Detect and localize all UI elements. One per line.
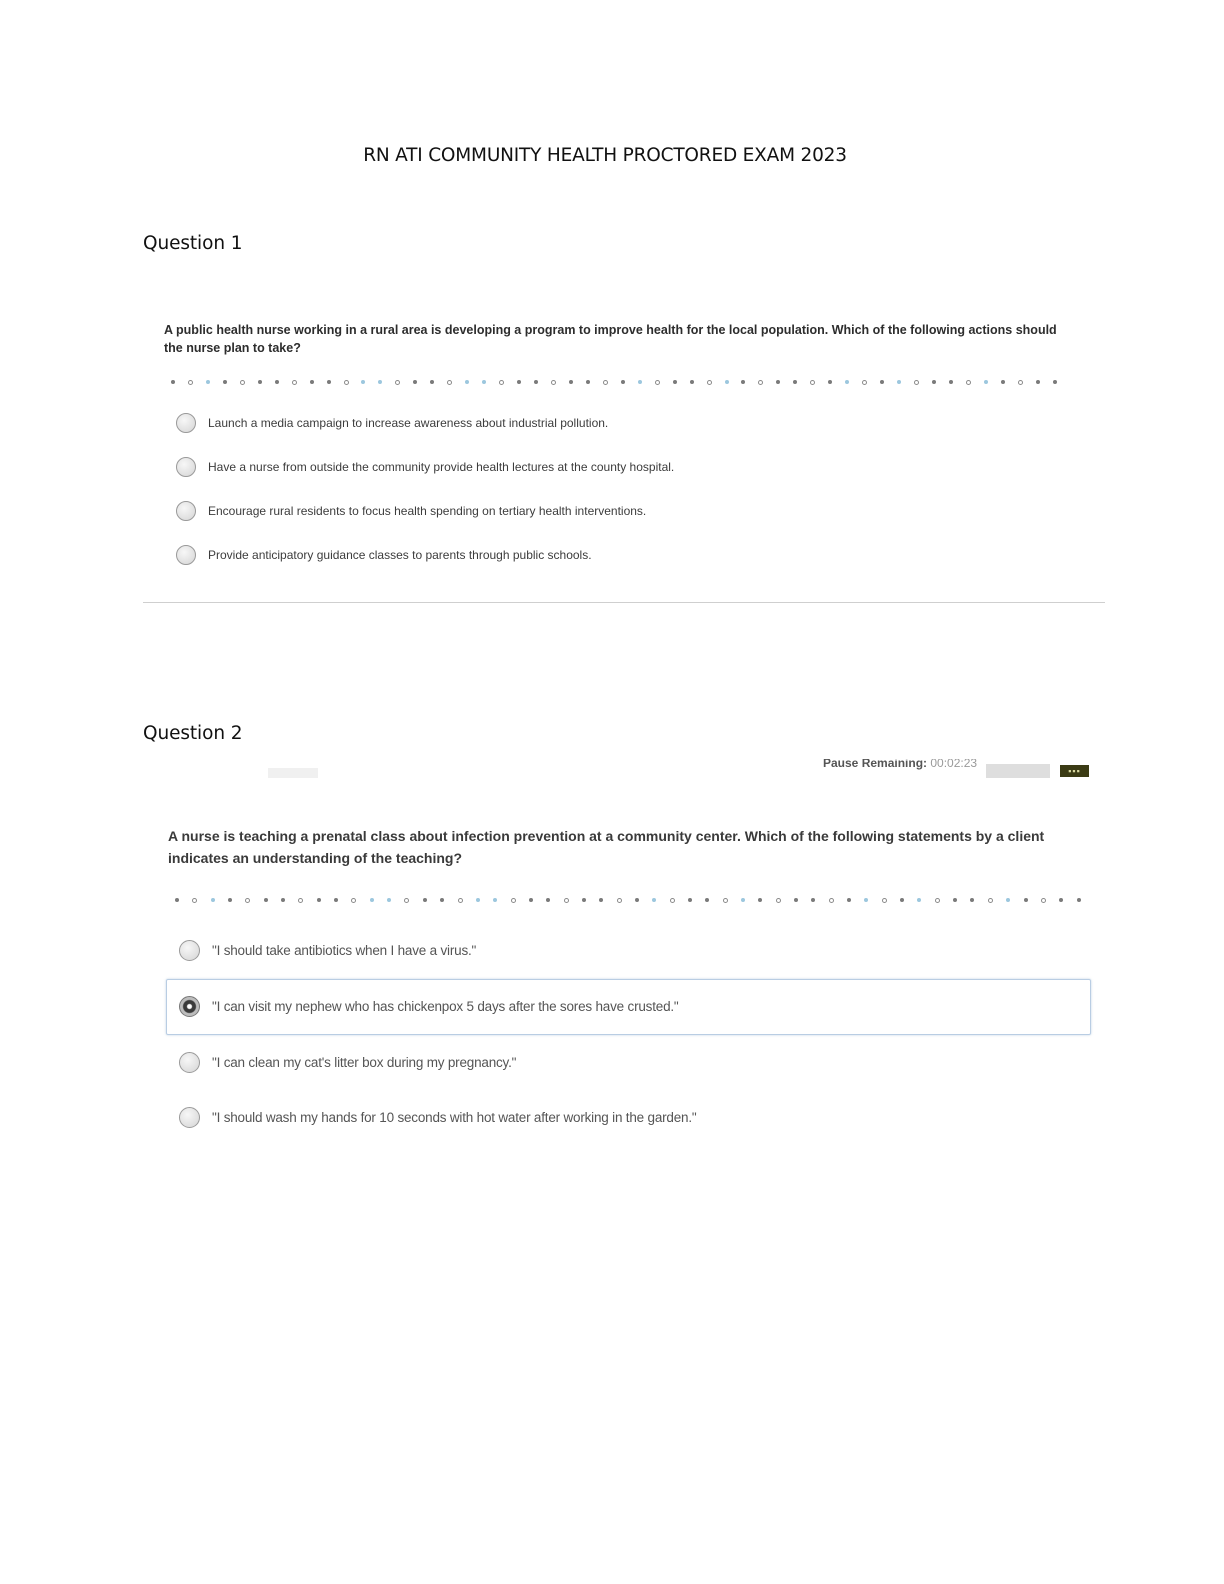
- progress-dot[interactable]: [529, 898, 533, 902]
- progress-dot[interactable]: [758, 898, 762, 902]
- progress-dot[interactable]: [758, 380, 763, 385]
- question-2-stem: A nurse is teaching a prenatal class about infection prevention at a community center. Which of the following statements by a client indicates an understanding of the teaching?: [168, 828, 1045, 866]
- option-text: "I should take antibiotics when I have a virus.": [212, 943, 477, 958]
- option-text: Encourage rural residents to focus health spending on tertiary health interventions.: [208, 504, 647, 518]
- progress-dot[interactable]: [404, 898, 409, 903]
- progress-dot[interactable]: [988, 898, 993, 903]
- progress-dot[interactable]: [175, 898, 179, 902]
- progress-dot[interactable]: [569, 380, 573, 384]
- progress-dot[interactable]: [688, 898, 692, 902]
- progress-dot[interactable]: [811, 898, 815, 902]
- progress-dot[interactable]: [690, 380, 694, 384]
- progress-dot[interactable]: [413, 380, 417, 384]
- progress-dot[interactable]: [298, 898, 303, 903]
- radio-button[interactable]: [179, 1107, 200, 1128]
- progress-dot[interactable]: [723, 898, 728, 903]
- progress-dot[interactable]: [847, 898, 851, 902]
- faint-header-mark: [268, 768, 318, 778]
- progress-dot[interactable]: [617, 898, 622, 903]
- progress-dot[interactable]: [828, 380, 832, 384]
- progress-dot[interactable]: [310, 380, 314, 384]
- progress-dot[interactable]: [599, 898, 603, 902]
- pause-progress-bar: [986, 764, 1050, 778]
- progress-dot[interactable]: [499, 380, 504, 385]
- progress-dot[interactable]: [621, 380, 625, 384]
- pause-remaining-readout: [823, 759, 977, 771]
- progress-dot[interactable]: [793, 380, 797, 384]
- progress-dot[interactable]: [1001, 380, 1005, 384]
- progress-dot[interactable]: [211, 898, 215, 902]
- progress-dot[interactable]: [741, 898, 745, 902]
- progress-dot[interactable]: [741, 380, 745, 384]
- progress-dot[interactable]: [327, 380, 331, 384]
- progress-dot[interactable]: [511, 898, 516, 903]
- radio-button[interactable]: [179, 940, 200, 961]
- progress-dot[interactable]: [882, 898, 887, 903]
- progress-dot[interactable]: [932, 380, 936, 384]
- progress-dot[interactable]: [334, 898, 338, 902]
- progress-dot[interactable]: [900, 898, 904, 902]
- progress-dot[interactable]: [673, 380, 677, 384]
- progress-dot[interactable]: [458, 898, 463, 903]
- progress-dot[interactable]: [966, 380, 971, 385]
- progress-dot[interactable]: [880, 380, 884, 384]
- progress-dot[interactable]: [258, 380, 262, 384]
- progress-dot[interactable]: [493, 898, 497, 902]
- radio-button[interactable]: [176, 501, 196, 521]
- progress-dot[interactable]: [953, 898, 957, 902]
- radio-button[interactable]: [176, 413, 196, 433]
- progress-dot[interactable]: [317, 898, 321, 902]
- pause-label: Pause Remaining:: [823, 759, 928, 770]
- option-text: "I can clean my cat's litter box during my pregnancy.": [212, 1055, 517, 1070]
- progress-dot[interactable]: [564, 898, 569, 903]
- progress-dot[interactable]: [864, 898, 868, 902]
- progress-dot[interactable]: [546, 898, 550, 902]
- progress-dot[interactable]: [476, 898, 480, 902]
- progress-dot[interactable]: [914, 380, 919, 385]
- progress-dot[interactable]: [430, 380, 434, 384]
- progress-dot[interactable]: [351, 898, 356, 903]
- progress-dot[interactable]: [586, 380, 590, 384]
- progress-dot[interactable]: [652, 898, 656, 902]
- progress-dot[interactable]: [862, 380, 867, 385]
- progress-dot[interactable]: [1036, 380, 1040, 384]
- progress-dot[interactable]: [517, 380, 521, 384]
- progress-dot[interactable]: [794, 898, 798, 902]
- progress-dot[interactable]: [970, 898, 974, 902]
- progress-dot[interactable]: [810, 380, 815, 385]
- progress-dot[interactable]: [534, 380, 538, 384]
- progress-dot[interactable]: [465, 380, 469, 384]
- question-1-option-3[interactable]: [176, 501, 646, 521]
- question-1-option-1[interactable]: [176, 413, 608, 433]
- progress-dot[interactable]: [223, 380, 227, 384]
- progress-dot[interactable]: [1077, 898, 1081, 902]
- progress-dot[interactable]: [387, 898, 391, 902]
- progress-dot[interactable]: [344, 380, 349, 385]
- progress-dot[interactable]: [395, 380, 400, 385]
- progress-dot[interactable]: [1006, 898, 1010, 902]
- progress-dot[interactable]: [292, 380, 297, 385]
- option-text: Launch a media campaign to increase awareness about industrial pollution.: [208, 416, 609, 430]
- progress-dot[interactable]: [635, 898, 639, 902]
- progress-dot[interactable]: [638, 380, 642, 384]
- progress-dot[interactable]: [378, 380, 382, 384]
- progress-dot[interactable]: [361, 380, 365, 384]
- progress-dot[interactable]: [240, 380, 245, 385]
- document-title: RN ATI COMMUNITY HEALTH PROCTORED EXAM 2023: [363, 145, 847, 166]
- progress-dot[interactable]: [423, 898, 427, 902]
- progress-dot[interactable]: [582, 898, 586, 902]
- question-2-screenshot: [143, 750, 1105, 1150]
- progress-dot[interactable]: [228, 898, 232, 902]
- progress-dot[interactable]: [245, 898, 250, 903]
- progress-dot[interactable]: [188, 380, 193, 385]
- progress-dot[interactable]: [171, 380, 175, 384]
- question-1-stem: A public health nurse working in a rural area is developing a program to improve health for the local population. Which of the following actions should the nurse plan to take?: [164, 323, 1057, 355]
- question-2-option-2[interactable]: [179, 996, 679, 1017]
- question-1-option-2[interactable]: [176, 457, 674, 477]
- progress-dot[interactable]: [725, 380, 729, 384]
- pause-button[interactable]: ▪▪▪: [1060, 765, 1089, 777]
- radio-button[interactable]: [176, 457, 196, 477]
- question-2-option-3[interactable]: [179, 1052, 516, 1073]
- option-text: "I should wash my hands for 10 seconds with hot water after working in the garden.": [212, 1110, 697, 1125]
- progress-dot[interactable]: [949, 380, 953, 384]
- progress-dot[interactable]: [1059, 898, 1063, 902]
- progress-dot[interactable]: [917, 898, 921, 902]
- question-2-option-1[interactable]: [179, 940, 476, 961]
- question-1-screenshot: [143, 280, 1105, 603]
- pause-value: 00:02:23: [930, 759, 978, 770]
- progress-dot[interactable]: [707, 380, 712, 385]
- progress-dot[interactable]: [206, 380, 210, 384]
- progress-dot[interactable]: [1053, 380, 1057, 384]
- progress-dot[interactable]: [1041, 898, 1046, 903]
- progress-dot[interactable]: [192, 898, 197, 903]
- progress-dot[interactable]: [264, 898, 268, 902]
- progress-dot[interactable]: [705, 898, 709, 902]
- question-2-option-4[interactable]: [179, 1107, 697, 1128]
- progress-dot[interactable]: [670, 898, 675, 903]
- progress-dot[interactable]: [655, 380, 660, 385]
- option-text: "I can visit my nephew who has chickenpox 5 days after the sores have crusted.": [212, 999, 679, 1014]
- progress-dot[interactable]: [440, 898, 444, 902]
- progress-dot[interactable]: [603, 380, 608, 385]
- question-1-option-4[interactable]: [176, 545, 592, 565]
- progress-dot[interactable]: [935, 898, 940, 903]
- progress-dot[interactable]: [275, 380, 279, 384]
- question-1-progress-dots: [171, 378, 1057, 386]
- radio-button[interactable]: [179, 1052, 200, 1073]
- question-2-progress-dots: [175, 896, 1081, 904]
- option-text: Have a nurse from outside the community provide health lectures at the county hospital.: [208, 460, 675, 474]
- progress-dot[interactable]: [482, 380, 486, 384]
- progress-dot[interactable]: [447, 380, 452, 385]
- progress-dot[interactable]: [897, 380, 901, 384]
- question-1-heading: Question 1: [143, 233, 243, 254]
- progress-dot[interactable]: [551, 380, 556, 385]
- progress-dot[interactable]: [1024, 898, 1028, 902]
- radio-button[interactable]: [176, 545, 196, 565]
- progress-dot[interactable]: [281, 898, 285, 902]
- progress-dot[interactable]: [370, 898, 374, 902]
- radio-button-selected[interactable]: [179, 996, 200, 1017]
- progress-dot[interactable]: [776, 898, 781, 903]
- progress-dot[interactable]: [845, 380, 849, 384]
- progress-dot[interactable]: [776, 380, 780, 384]
- progress-dot[interactable]: [1018, 380, 1023, 385]
- progress-dot[interactable]: [984, 380, 988, 384]
- progress-dot[interactable]: [829, 898, 834, 903]
- option-text: Provide anticipatory guidance classes to parents through public schools.: [208, 548, 592, 562]
- question-2-heading: Question 2: [143, 723, 243, 744]
